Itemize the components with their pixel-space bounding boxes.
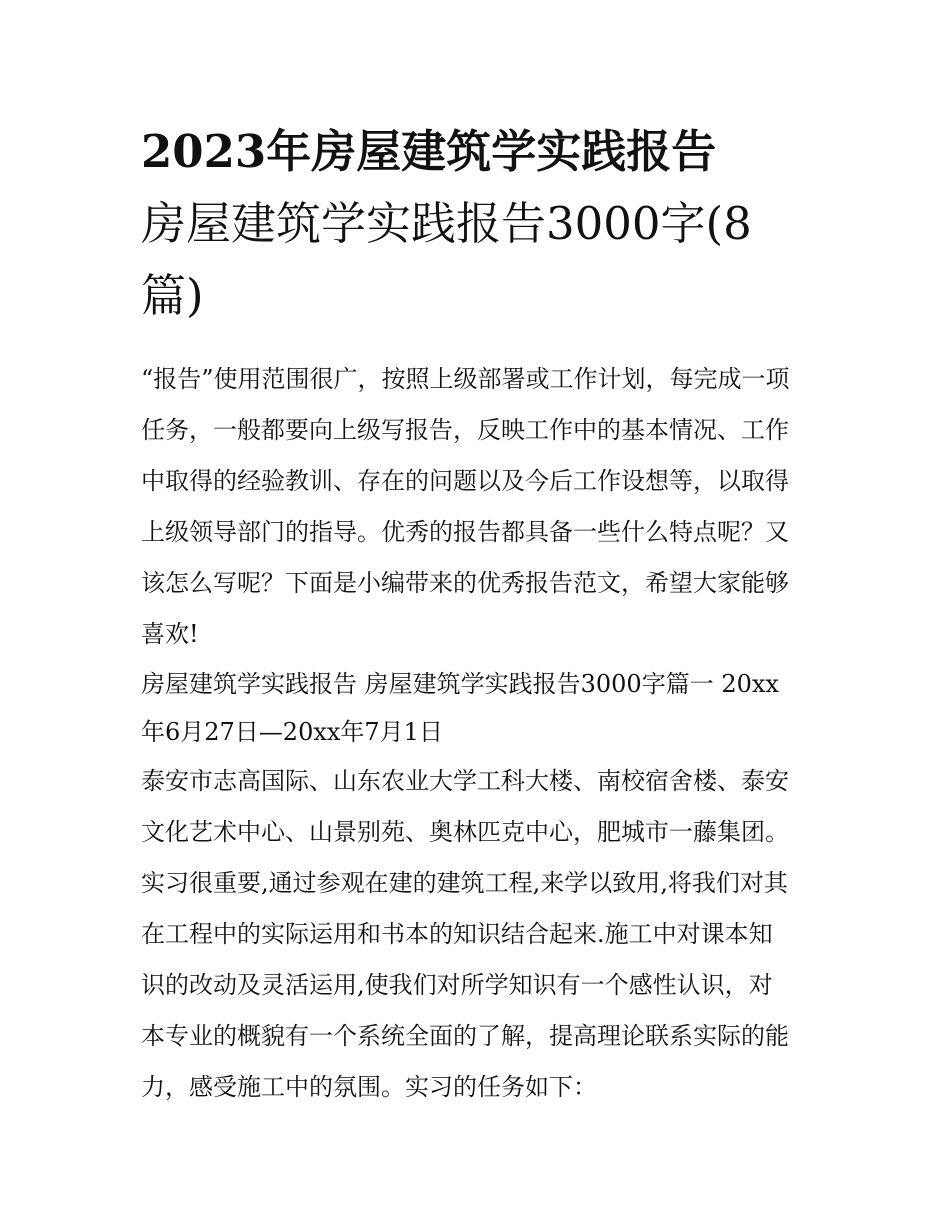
intro-paragraph <box>141 354 821 660</box>
paragraph-line: 上级领导部门的指导。优秀的报告都具备一些什么特点呢？又 <box>141 518 789 546</box>
section-heading <box>141 660 821 756</box>
title-line-1: 2023年房屋建筑学实践报告 <box>141 125 717 178</box>
paragraph-line: 本专业的概貌有一个系统全面的了解，提高理论联系实际的能 <box>141 1022 789 1050</box>
paragraph-line: 该怎么写呢？下面是小编带来的优秀报告范文，希望大家能够 <box>141 569 789 597</box>
title-line-2: 房屋建筑学实践报告3000字(8 <box>141 197 752 250</box>
paragraph-line: 在工程中的实际运用和书本的知识结合起来.施工中对课本知 <box>141 920 773 948</box>
paragraph-line: 泰安市志高国际、山东农业大学工科大楼、南校宿舍楼、泰安 <box>141 767 789 795</box>
paragraph-line: 任务，一般都要向上级写报告，反映工作中的基本情况、工作 <box>141 416 789 444</box>
section-heading-line: 房屋建筑学实践报告 房屋建筑学实践报告3000字篇一 20xx <box>141 670 779 698</box>
section-heading-line: 年6月27日—20xx年7月1日 <box>141 718 443 746</box>
paragraph-line: 识的改动及灵活运用,使我们对所学知识有一个感性认识，对 <box>141 971 773 999</box>
paragraph-line: 力，感受施工中的氛围。实习的任务如下： <box>141 1073 597 1101</box>
paragraph-line: 喜欢! <box>141 620 199 648</box>
paragraph-line: 文化艺术中心、山景别苑、奥林匹克中心，肥城市一藤集团。 <box>141 818 789 846</box>
document-body <box>141 354 821 1113</box>
paragraph-line: “报告”使用范围很广，按照上级部署或工作计划，每完成一项 <box>141 365 790 393</box>
paragraph-line: 中取得的经验教训、存在的问题以及今后工作设想等，以取得 <box>141 467 789 495</box>
body-paragraph <box>141 756 821 1113</box>
paragraph-line: 实习很重要,通过参观在建的建筑工程,来学以致用,将我们对其 <box>141 869 788 897</box>
title-line-3: 篇) <box>141 269 204 322</box>
document-title <box>141 116 821 332</box>
